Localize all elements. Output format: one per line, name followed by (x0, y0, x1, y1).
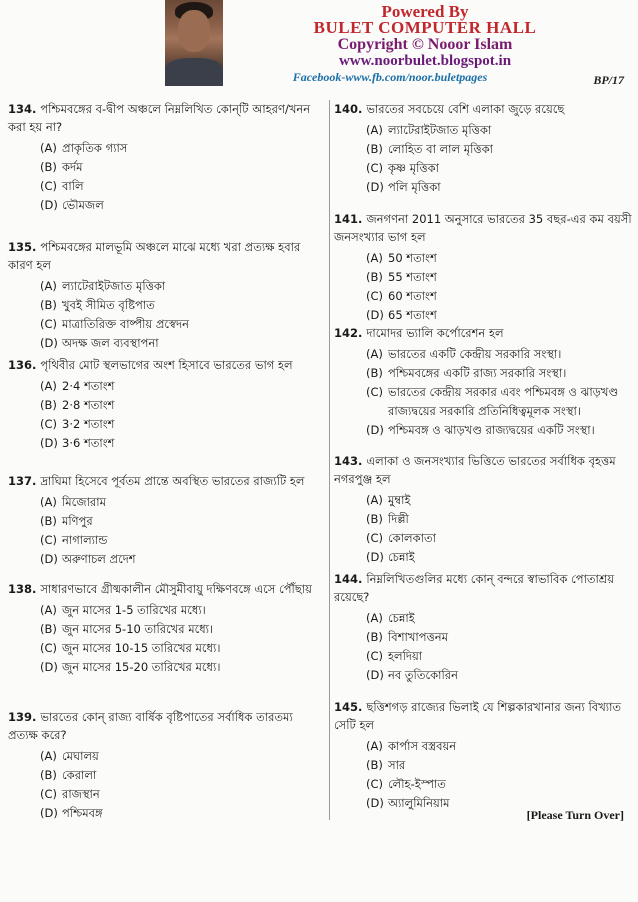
option-item (40, 415, 326, 434)
option-tag: (A) (40, 279, 57, 293)
option-text: মেঘালয় (62, 749, 99, 763)
option-item (366, 529, 634, 548)
option-tag: (A) (40, 603, 57, 617)
option-tag: (C) (40, 179, 58, 193)
option-item (40, 620, 326, 639)
option-item (366, 609, 634, 628)
option-item (40, 177, 326, 196)
option-tag: (C) (366, 161, 384, 175)
option-item (40, 334, 326, 353)
option-text: 2·4 শতাংশ (62, 379, 115, 393)
option-tag: (D) (40, 436, 58, 450)
option-tag: (A) (366, 493, 383, 507)
option-text: কোলকাতা (388, 531, 436, 545)
question-stem (8, 580, 326, 598)
option-tag: (B) (40, 298, 57, 312)
option-text: দিল্লী (388, 512, 409, 526)
option-item (366, 178, 634, 197)
option-item (40, 601, 326, 620)
option-tag: (C) (40, 787, 58, 801)
option-text: 55 শতাংশ (388, 270, 437, 284)
option-item (366, 421, 634, 440)
option-tag: (C) (40, 533, 58, 547)
option-text: মুম্বাই (388, 493, 411, 507)
option-tag: (D) (40, 660, 58, 674)
option-item (40, 396, 326, 415)
question-stem (334, 100, 634, 118)
option-item (40, 315, 326, 334)
option-item (40, 139, 326, 158)
option-tag: (A) (40, 141, 57, 155)
question-stem (8, 100, 326, 136)
option-tag: (D) (366, 180, 384, 194)
option-item (40, 639, 326, 658)
option-item (366, 737, 634, 756)
option-item (40, 158, 326, 177)
option-tag: (B) (40, 768, 57, 782)
option-tag: (D) (366, 423, 384, 437)
question-stem (334, 698, 634, 734)
option-text: জুন মাসের 15-20 তারিখের মধ্যে। (62, 660, 221, 674)
question-number: 136. (8, 358, 37, 372)
option-tag: (B) (40, 514, 57, 528)
option-list (8, 601, 326, 677)
copyright-text: Copyright © Nooor Islam (337, 36, 513, 53)
option-tag: (B) (366, 366, 383, 380)
option-item (366, 364, 634, 383)
option-text: অরুণাচল প্রদেশ (62, 552, 136, 566)
question-text: ছত্তিশগড় রাজ্যের ভিলাই যে শিল্পকারখানার জন্য বিখ্যাত সেটি হল (334, 700, 622, 732)
option-list (8, 277, 326, 353)
column-divider (329, 100, 330, 820)
option-tag: (D) (366, 668, 384, 682)
option-item (366, 287, 634, 306)
option-item (366, 345, 634, 364)
question-135 (8, 238, 326, 353)
option-tag: (C) (366, 777, 384, 791)
option-tag: (A) (40, 495, 57, 509)
option-text: চেন্নাই (388, 611, 415, 625)
option-tag: (D) (40, 552, 58, 566)
question-number: 139. (8, 710, 37, 724)
header-banner (0, 0, 638, 90)
option-text: জুন মাসের 5-10 তারিখের মধ্যে। (62, 622, 214, 636)
option-tag: (C) (366, 649, 384, 663)
option-item (366, 268, 634, 287)
option-item (366, 249, 634, 268)
option-list (8, 747, 326, 823)
option-tag: (A) (366, 347, 383, 361)
question-stem (334, 452, 634, 488)
question-text: এলাকা ও জনসংখ্যার ভিত্তিতে ভারতের সর্বাধিক বৃহত্তম নগরপুঞ্জ হল (334, 454, 616, 486)
question-stem (8, 472, 326, 490)
question-139 (8, 708, 326, 823)
option-text: ভারতের একটি কেন্দ্রীয় সরকারি সংস্থা। (388, 347, 562, 361)
option-text: জুন মাসের 1-5 তারিখের মধ্যে। (62, 603, 206, 617)
option-tag: (D) (366, 796, 384, 810)
option-tag: (B) (366, 270, 383, 284)
option-item (40, 804, 326, 823)
option-item (366, 306, 634, 325)
option-tag: (B) (366, 512, 383, 526)
option-tag: (B) (366, 630, 383, 644)
option-item (366, 756, 634, 775)
option-item (40, 493, 326, 512)
option-text: পশ্চিমবঙ্গ ও ঝাড়খণ্ড রাজ্যদ্বয়ের একটি সংস্থা। (388, 423, 595, 437)
option-tag: (A) (366, 611, 383, 625)
option-tag: (B) (366, 758, 383, 772)
option-text: লৌহ-ইস্পাত (388, 777, 446, 791)
option-text: মিজোরাম (62, 495, 106, 509)
question-number: 137. (8, 474, 37, 488)
option-tag: (D) (366, 550, 384, 564)
option-item (40, 196, 326, 215)
option-item (366, 510, 634, 529)
option-text: বিশাখাপত্তনম (388, 630, 448, 644)
option-text: ল্যাটেরাইটজাত মৃত্তিকা (388, 123, 492, 137)
question-number: 145. (334, 700, 363, 714)
option-text: ভৌমজল (62, 198, 104, 212)
option-item (40, 658, 326, 677)
option-text: 65 শতাংশ (388, 308, 437, 322)
question-number: 142. (334, 326, 363, 340)
question-text: দ্রাঘিমা হিসেবে পূর্বতম প্রান্তে অবস্থিত ভারতের রাজ্যটি হল (40, 474, 305, 488)
option-tag: (C) (40, 417, 58, 431)
option-tag: (C) (40, 641, 58, 655)
option-text: রাজস্থান (62, 787, 100, 801)
question-text: ভারতের কোন্‌ রাজ্য বার্ষিক বৃষ্টিপাতের সর্বাধিক তারতম্য প্রত্যক্ষ করে? (8, 710, 293, 742)
question-141 (334, 210, 634, 325)
option-list (8, 139, 326, 215)
option-text: বালি (62, 179, 84, 193)
option-item (40, 747, 326, 766)
option-tag: (A) (366, 251, 383, 265)
question-145 (334, 698, 634, 813)
option-tag: (C) (40, 317, 58, 331)
option-text: নাগাল্যান্ড (62, 533, 108, 547)
option-text: কর্দম (62, 160, 83, 174)
option-tag: (D) (40, 198, 58, 212)
question-text: পৃথিবীর মোট স্থলভাগের অংশ হিসাবে ভারতের ভাগ হল (40, 358, 293, 372)
question-text: দামোদর ভ্যালি কর্পোরেশন হল (366, 326, 504, 340)
option-text: 50 শতাংশ (388, 251, 437, 265)
option-tag: (D) (40, 806, 58, 820)
option-text: পশ্চিমবঙ্গের একটি রাজ্য সরকারি সংস্থা। (388, 366, 567, 380)
option-text: চেন্নাই (388, 550, 415, 564)
option-item (40, 296, 326, 315)
question-136 (8, 356, 326, 453)
option-list (334, 345, 634, 440)
option-item (40, 531, 326, 550)
option-tag: (B) (40, 160, 57, 174)
question-text: ভারতের সবচেয়ে বেশি এলাকা জুড়ে রয়েছে (366, 102, 565, 116)
option-item (40, 377, 326, 396)
option-text: কার্পাস বস্ত্রবয়ন (388, 739, 457, 753)
question-stem (334, 210, 634, 246)
question-number: 138. (8, 582, 37, 596)
option-list (8, 377, 326, 453)
option-text: কৃষ্ণ মৃত্তিকা (388, 161, 439, 175)
option-item (366, 491, 634, 510)
question-stem (334, 324, 634, 342)
question-number: 144. (334, 572, 363, 586)
question-number: 141. (334, 212, 363, 226)
option-item (366, 121, 634, 140)
option-tag: (D) (366, 308, 384, 322)
question-text: পশ্চিমবঙ্গের মালভূমি অঞ্চলে মাঝে মধ্যে খরা প্রত্যক্ষ হবার কারণ হল (8, 240, 301, 272)
question-number: 143. (334, 454, 363, 468)
question-142 (334, 324, 634, 440)
paper-code: BP/17 (593, 73, 624, 87)
option-text: অদক্ষ জল ব্যবস্থাপনা (62, 336, 159, 350)
question-137 (8, 472, 326, 569)
option-item (366, 647, 634, 666)
option-item (40, 785, 326, 804)
question-number: 140. (334, 102, 363, 116)
option-tag: (C) (366, 289, 384, 303)
option-tag: (D) (40, 336, 58, 350)
question-144 (334, 570, 634, 685)
question-stem (334, 570, 634, 606)
option-item (366, 159, 634, 178)
option-tag: (A) (40, 749, 57, 763)
question-number: 134. (8, 102, 37, 116)
option-list (334, 491, 634, 567)
option-list (8, 493, 326, 569)
option-list (334, 609, 634, 685)
option-item (40, 512, 326, 531)
option-text: পলি মৃত্তিকা (388, 180, 441, 194)
option-text: সার (388, 758, 406, 772)
facebook-url: Facebook-www.fb.com/noor.buletpages (292, 70, 488, 84)
option-text: 60 শতাংশ (388, 289, 437, 303)
option-item (366, 548, 634, 567)
brand-name: BULET COMPUTER HALL (313, 18, 537, 37)
option-item (366, 628, 634, 647)
question-text: নিম্নলিখিতগুলির মধ্যে কোন্‌ বন্দরে স্বাভাবিক পোতাশ্রয় রয়েছে? (334, 572, 615, 604)
option-text: প্রাকৃতিক গ্যাস (62, 141, 128, 155)
option-text: কেরালা (62, 768, 97, 782)
option-item (40, 550, 326, 569)
option-item (366, 140, 634, 159)
question-stem (8, 238, 326, 274)
question-140 (334, 100, 634, 197)
option-text: পশ্চিমবঙ্গ (62, 806, 103, 820)
question-number: 135. (8, 240, 37, 254)
question-143 (334, 452, 634, 567)
option-text: অ্যালুমিনিয়াম (388, 796, 450, 810)
option-tag: (A) (40, 379, 57, 393)
question-138 (8, 580, 326, 677)
please-turn-over: [Please Turn Over] (526, 808, 624, 822)
option-list (334, 249, 634, 325)
option-text: হলদিয়া (388, 649, 423, 663)
option-text: খুবই সীমিত বৃষ্টিপাত (62, 298, 155, 312)
option-list (334, 737, 634, 813)
option-text: জুন মাসের 10-15 তারিখের মধ্যে। (62, 641, 221, 655)
option-tag: (B) (366, 142, 383, 156)
option-item (40, 277, 326, 296)
blog-url: www.noorbulet.blogspot.in (338, 53, 512, 69)
option-text: মণিপুর (62, 514, 93, 528)
option-text: 2·8 শতাংশ (62, 398, 115, 412)
option-tag: (A) (366, 123, 383, 137)
option-text: লোহিত বা লাল মৃত্তিকা (388, 142, 493, 156)
question-text: পশ্চিমবঙ্গের ব-দ্বীপ অঞ্চলে নিম্নলিখিত কোন্‌টি আহরণ/খনন করা হয় না? (8, 102, 311, 134)
option-item (366, 666, 634, 685)
question-134 (8, 100, 326, 215)
option-item (366, 775, 634, 794)
option-list (334, 121, 634, 197)
option-tag: (B) (40, 622, 57, 636)
option-text: ল্যাটেরাইটজাত মৃত্তিকা (62, 279, 166, 293)
option-tag: (C) (366, 385, 384, 399)
option-tag: (B) (40, 398, 57, 412)
powered-by-text: Powered By (381, 2, 469, 21)
question-stem (8, 708, 326, 744)
option-text: 3·6 শতাংশ (62, 436, 115, 450)
option-item (366, 383, 634, 421)
option-text: নব তুতিকোরিন (388, 668, 458, 682)
option-item (40, 766, 326, 785)
option-tag: (C) (366, 531, 384, 545)
question-text: জনগণনা 2011 অনুসারে ভারতের 35 বছর-এর কম বয়সী জনসংখ্যার ভাগ হল (334, 212, 632, 244)
option-tag: (A) (366, 739, 383, 753)
question-stem (8, 356, 326, 374)
option-text: 3·2 শতাংশ (62, 417, 115, 431)
option-text: মাত্রাতিরিক্ত বাষ্পীয় প্রস্বেদন (62, 317, 189, 331)
option-item (40, 434, 326, 453)
question-text: সাধারণভাবে গ্রীষ্মকালীন মৌসুমীবায়ু দক্ষিণবঙ্গে এসে পৌঁছায় (40, 582, 312, 596)
option-text: ভারতের কেন্দ্রীয় সরকার এবং পশ্চিমবঙ্গ ও ঝাড়খণ্ড রাজ্যদ্বয়ের সরকারি প্রতিনিধিত্বমূলক সংস্থা। (388, 385, 619, 418)
